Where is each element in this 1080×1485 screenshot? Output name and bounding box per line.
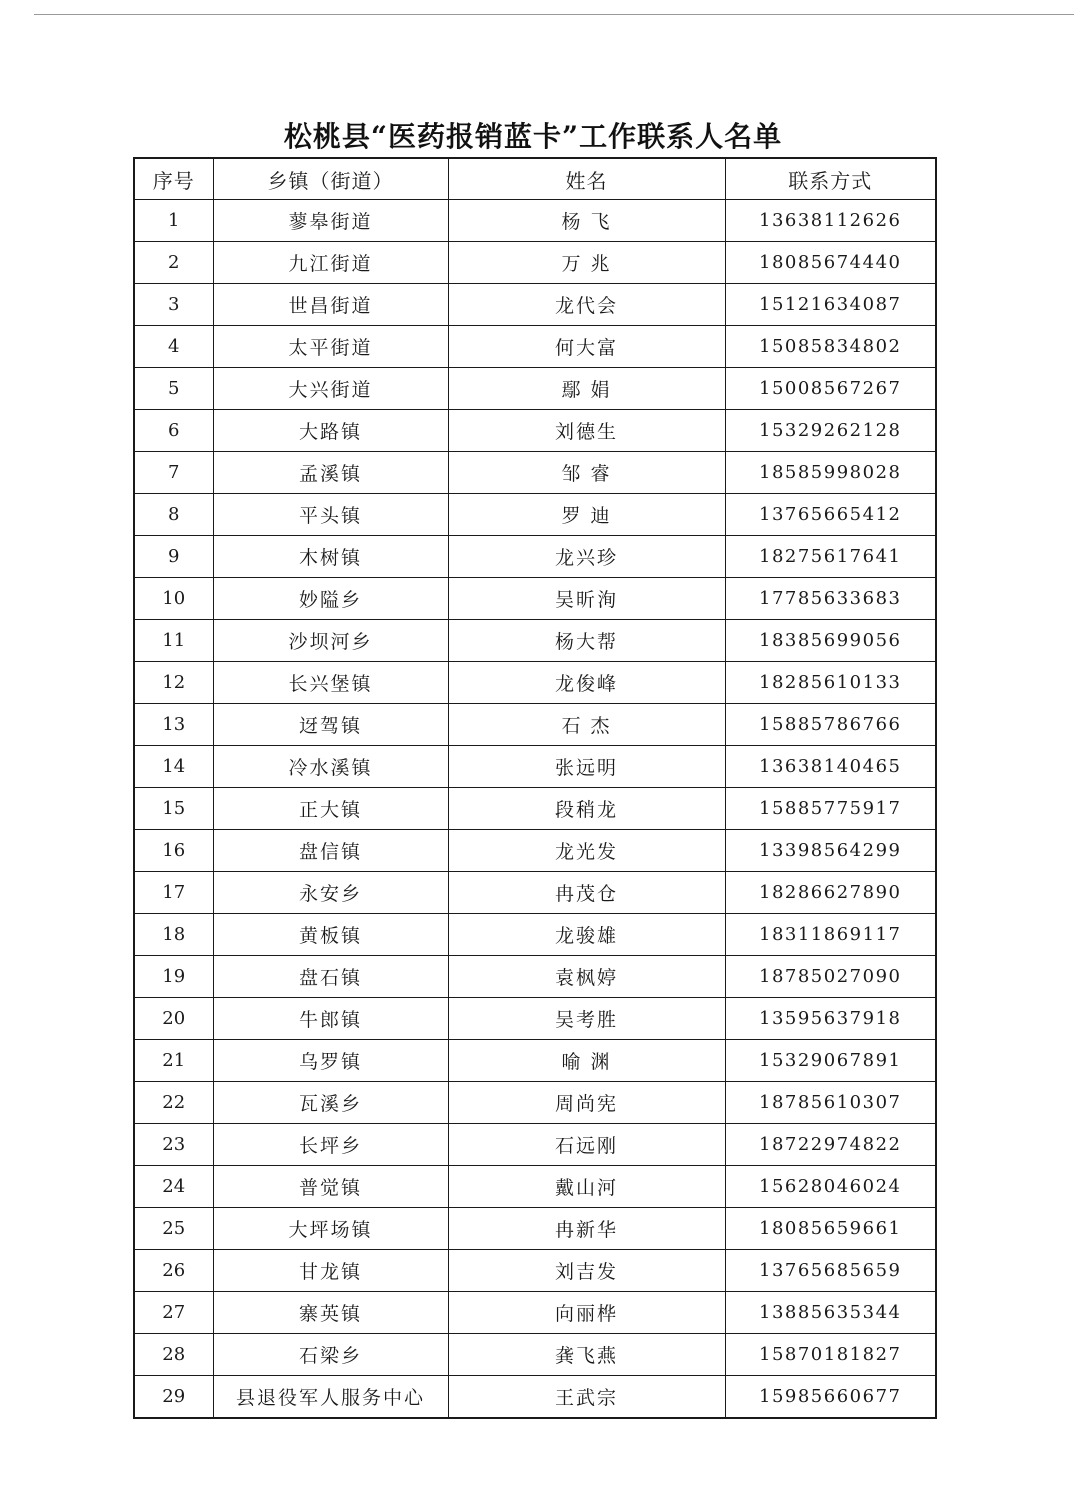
phone-cell: 18085674440 [725,242,936,284]
contact-name-cell: 冉茂仓 [448,872,725,914]
phone-cell: 13638112626 [725,200,936,242]
phone-cell: 17785633683 [725,578,936,620]
contact-name-cell: 何大富 [448,326,725,368]
town-cell: 孟溪镇 [213,452,448,494]
row-number-cell: 3 [134,284,213,326]
town-cell: 迓驾镇 [213,704,448,746]
table-row [134,368,936,410]
contact-name-cell: 龙光发 [448,830,725,872]
row-number-cell: 11 [134,620,213,662]
town-cell: 长兴堡镇 [213,662,448,704]
town-cell: 大路镇 [213,410,448,452]
table-row [134,452,936,494]
town-cell: 石梁乡 [213,1334,448,1376]
row-number-cell: 7 [134,452,213,494]
table-row [134,662,936,704]
phone-cell: 18722974822 [725,1124,936,1166]
table-row [134,914,936,956]
phone-cell: 13595637918 [725,998,936,1040]
phone-cell: 13765685659 [725,1250,936,1292]
town-cell: 牛郎镇 [213,998,448,1040]
phone-cell: 15628046024 [725,1166,936,1208]
row-number-cell: 19 [134,956,213,998]
town-cell: 普觉镇 [213,1166,448,1208]
contact-table [133,157,937,1419]
contact-name-cell: 刘吉发 [448,1250,725,1292]
town-cell: 县退役军人服务中心 [213,1376,448,1419]
town-cell: 冷水溪镇 [213,746,448,788]
row-number-cell: 15 [134,788,213,830]
table-row [134,200,936,242]
contact-name-cell: 邹 睿 [448,452,725,494]
phone-cell: 15329067891 [725,1040,936,1082]
row-number-cell: 1 [134,200,213,242]
town-cell: 黄板镇 [213,914,448,956]
table-row [134,1166,936,1208]
phone-cell: 15885786766 [725,704,936,746]
contact-name-cell: 杨大帮 [448,620,725,662]
phone-cell: 15008567267 [725,368,936,410]
row-number-cell: 28 [134,1334,213,1376]
contact-name-cell: 段稍龙 [448,788,725,830]
row-number-cell: 12 [134,662,213,704]
table-row [134,788,936,830]
table-row [134,1376,936,1419]
town-cell: 瓦溪乡 [213,1082,448,1124]
row-number-cell: 22 [134,1082,213,1124]
table-row [134,494,936,536]
row-number-cell: 6 [134,410,213,452]
phone-cell: 15985660677 [725,1376,936,1419]
contact-name-cell: 喻 渊 [448,1040,725,1082]
phone-cell: 18285610133 [725,662,936,704]
contact-name-cell: 向丽桦 [448,1292,725,1334]
table-row [134,1292,936,1334]
table-row [134,536,936,578]
table-row [134,830,936,872]
town-cell: 永安乡 [213,872,448,914]
contact-name-cell: 王武宗 [448,1376,725,1419]
row-number-cell: 25 [134,1208,213,1250]
table-row [134,620,936,662]
town-cell: 世昌街道 [213,284,448,326]
header-no: 序号 [134,158,213,200]
table-row [134,410,936,452]
contact-name-cell: 龙代会 [448,284,725,326]
table-row [134,284,936,326]
row-number-cell: 24 [134,1166,213,1208]
table-row [134,872,936,914]
row-number-cell: 27 [134,1292,213,1334]
table-row [134,1082,936,1124]
contact-name-cell: 鄢 娟 [448,368,725,410]
phone-cell: 13765665412 [725,494,936,536]
phone-cell: 15885775917 [725,788,936,830]
row-number-cell: 20 [134,998,213,1040]
contact-name-cell: 戴山河 [448,1166,725,1208]
contact-name-cell: 万 兆 [448,242,725,284]
phone-cell: 18385699056 [725,620,936,662]
table-row [134,1208,936,1250]
table-row [134,746,936,788]
row-number-cell: 21 [134,1040,213,1082]
town-cell: 蓼皋街道 [213,200,448,242]
town-cell: 妙隘乡 [213,578,448,620]
phone-cell: 18275617641 [725,536,936,578]
header-phone: 联系方式 [725,158,936,200]
phone-cell: 18785610307 [725,1082,936,1124]
table-row [134,1334,936,1376]
row-number-cell: 8 [134,494,213,536]
row-number-cell: 13 [134,704,213,746]
town-cell: 乌罗镇 [213,1040,448,1082]
row-number-cell: 10 [134,578,213,620]
phone-cell: 13638140465 [725,746,936,788]
table-row [134,1124,936,1166]
table-body [134,200,936,1419]
phone-cell: 18785027090 [725,956,936,998]
contact-name-cell: 石远刚 [448,1124,725,1166]
table-row [134,998,936,1040]
header-town: 乡镇（街道） [213,158,448,200]
contact-name-cell: 龙兴珍 [448,536,725,578]
row-number-cell: 2 [134,242,213,284]
row-number-cell: 16 [134,830,213,872]
phone-cell: 18311869117 [725,914,936,956]
town-cell: 平头镇 [213,494,448,536]
phone-cell: 18585998028 [725,452,936,494]
table-row [134,956,936,998]
page-top-rule [34,14,1074,15]
header-name: 姓名 [448,158,725,200]
row-number-cell: 9 [134,536,213,578]
row-number-cell: 5 [134,368,213,410]
contact-name-cell: 冉新华 [448,1208,725,1250]
town-cell: 太平街道 [213,326,448,368]
town-cell: 正大镇 [213,788,448,830]
contact-name-cell: 吴考胜 [448,998,725,1040]
contact-name-cell: 吴昕洵 [448,578,725,620]
table-row [134,1040,936,1082]
town-cell: 九江街道 [213,242,448,284]
phone-cell: 15085834802 [725,326,936,368]
table-row [134,242,936,284]
table-row [134,1250,936,1292]
contact-name-cell: 刘德生 [448,410,725,452]
table-row [134,704,936,746]
phone-cell: 15329262128 [725,410,936,452]
contact-name-cell: 周尚宪 [448,1082,725,1124]
phone-cell: 15870181827 [725,1334,936,1376]
town-cell: 木树镇 [213,536,448,578]
table-row [134,578,936,620]
row-number-cell: 26 [134,1250,213,1292]
town-cell: 盘石镇 [213,956,448,998]
row-number-cell: 23 [134,1124,213,1166]
document-title: 松桃县“医药报销蓝卡”工作联系人名单 [283,119,783,153]
contact-name-cell: 龙骏雄 [448,914,725,956]
phone-cell: 18085659661 [725,1208,936,1250]
contact-name-cell: 杨 飞 [448,200,725,242]
row-number-cell: 29 [134,1376,213,1419]
contact-name-cell: 张远明 [448,746,725,788]
phone-cell: 13885635344 [725,1292,936,1334]
row-number-cell: 4 [134,326,213,368]
town-cell: 大坪场镇 [213,1208,448,1250]
contact-name-cell: 龙俊峰 [448,662,725,704]
town-cell: 大兴街道 [213,368,448,410]
town-cell: 甘龙镇 [213,1250,448,1292]
contact-name-cell: 石 杰 [448,704,725,746]
row-number-cell: 14 [134,746,213,788]
contact-name-cell: 袁枫婷 [448,956,725,998]
contact-name-cell: 罗 迪 [448,494,725,536]
town-cell: 沙坝河乡 [213,620,448,662]
table-row [134,326,936,368]
row-number-cell: 17 [134,872,213,914]
town-cell: 盘信镇 [213,830,448,872]
town-cell: 寨英镇 [213,1292,448,1334]
contact-name-cell: 龚飞燕 [448,1334,725,1376]
phone-cell: 18286627890 [725,872,936,914]
row-number-cell: 18 [134,914,213,956]
town-cell: 长坪乡 [213,1124,448,1166]
phone-cell: 15121634087 [725,284,936,326]
phone-cell: 13398564299 [725,830,936,872]
table-header-row [134,158,936,200]
